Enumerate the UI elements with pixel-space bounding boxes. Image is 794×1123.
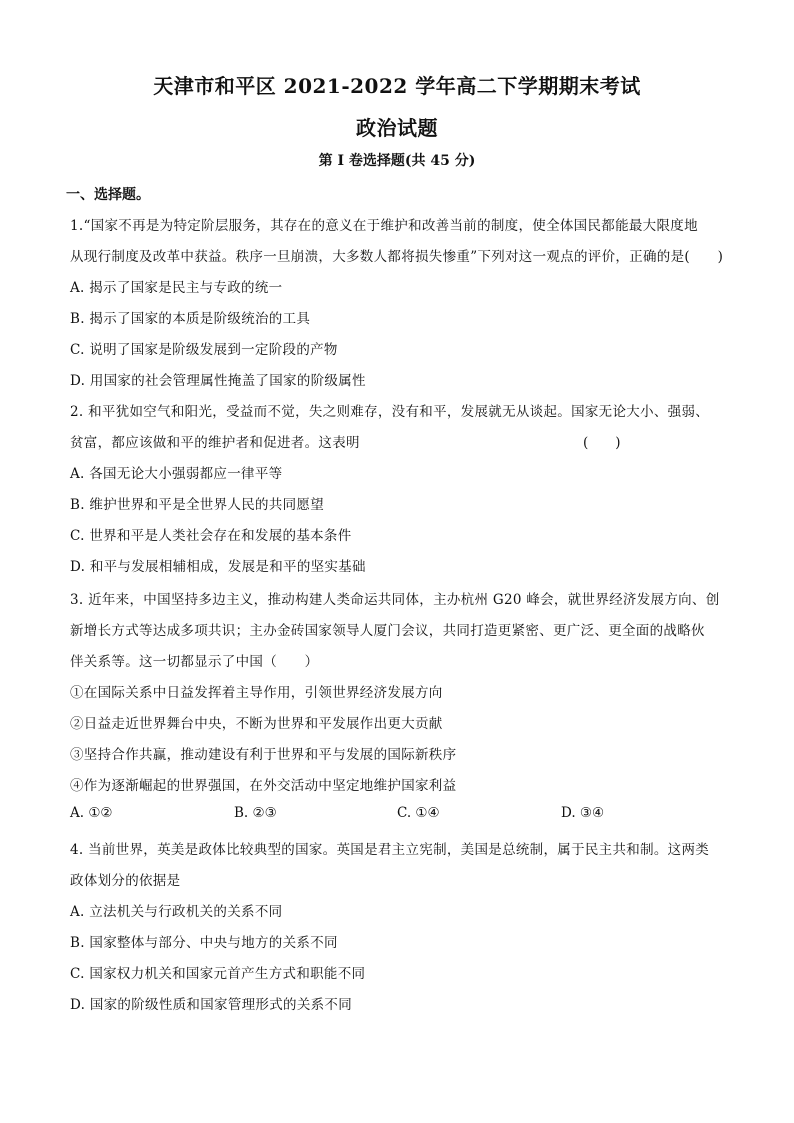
q3-option-c: C. ①④: [397, 805, 440, 821]
q2-stem-line-1: 2. 和平犹如空气和阳光，受益而不觉，失之则难存，没有和平，发展就无从谈起。国家无论大小、强弱、: [70, 404, 710, 420]
q2-option-c: C. 世界和平是人类社会存在和发展的基本条件: [70, 528, 352, 544]
section-heading: 一、选择题。: [66, 187, 150, 203]
q3-stem-line-1: 3. 近年来，中国坚持多边主义，推动构建人类命运共同体，主办杭州 G20 峰会，就世界经济发展方向、创: [70, 592, 720, 608]
q3-statement-2: ②日益走近世界舞台中央，不断为世界和平发展作出更大贡献: [70, 716, 443, 732]
q2-stem-line-2: 贫富，都应该做和平的维护者和促进者。这表明: [70, 435, 360, 451]
paper-part-heading: 第 I 卷选择题(共 45 分): [318, 153, 476, 169]
q2-option-b: B. 维护世界和平是全世界人民的共同愿望: [70, 497, 325, 513]
q1-option-a: A. 揭示了国家是民主与专政的统一: [70, 280, 283, 296]
q1-option-b: B. 揭示了国家的本质是阶级统治的工具: [70, 311, 311, 327]
q1-stem-line-1: 1.“国家不再是为特定阶层服务，其存在的意义在于维护和改善当前的制度，使全体国民都能最大限度地: [70, 218, 698, 234]
q1-option-c: C. 说明了国家是阶级发展到一定阶段的产物: [70, 342, 338, 358]
q3-statement-4: ④作为逐渐崛起的世界强国，在外交活动中坚定地维护国家利益: [70, 778, 457, 794]
q4-option-c: C. 国家权力机关和国家元首产生方式和职能不同: [70, 966, 366, 982]
q4-stem-line-1: 4. 当前世界，英美是政体比较典型的国家。英国是君主立宪制，美国是总统制，属于民主共和制。这两类: [70, 842, 710, 858]
q1-option-d: D. 用国家的社会管理属性掩盖了国家的阶级属性: [70, 373, 366, 389]
q3-statement-3: ③坚持合作共赢，推动建设有利于世界和平与发展的国际新秩序: [70, 747, 457, 763]
q4-option-a: A. 立法机关与行政机关的关系不同: [70, 904, 283, 920]
q3-stem-line-3: 伴关系等。这一切都显示了中国（ ）: [70, 654, 319, 670]
q3-statement-1: ①在国际关系中日益发挥着主导作用，引领世界经济发展方向: [70, 685, 443, 701]
exam-title: 天津市和平区 2021-2022 学年高二下学期期末考试: [153, 74, 641, 98]
q3-option-b: B. ②③: [234, 805, 277, 821]
q2-option-a: A. 各国无论大小强弱都应一律平等: [70, 466, 283, 482]
q4-option-b: B. 国家整体与部分、中央与地方的关系不同: [70, 935, 338, 951]
q3-option-a: A. ①②: [70, 805, 113, 821]
q4-stem-line-2: 政体划分的依据是: [70, 873, 181, 889]
q4-option-d: D. 国家的阶级性质和国家管理形式的关系不同: [70, 997, 353, 1013]
q1-stem-line-2: 从现行制度及改革中获益。秩序一旦崩溃，大多数人都将损失惨重”下列对这一观点的评价，正确的是( ): [70, 249, 724, 265]
q2-answer-blank: ( ): [583, 435, 621, 451]
exam-subject-title: 政治试题: [356, 116, 438, 140]
q2-option-d: D. 和平与发展相辅相成，发展是和平的坚实基础: [70, 559, 366, 575]
q3-option-d: D. ③④: [561, 805, 605, 821]
q3-stem-line-2: 新增长方式等达成多项共识；主办金砖国家领导人厦门会议，共同打造更紧密、更广泛、更全面的战略伙: [70, 623, 705, 639]
